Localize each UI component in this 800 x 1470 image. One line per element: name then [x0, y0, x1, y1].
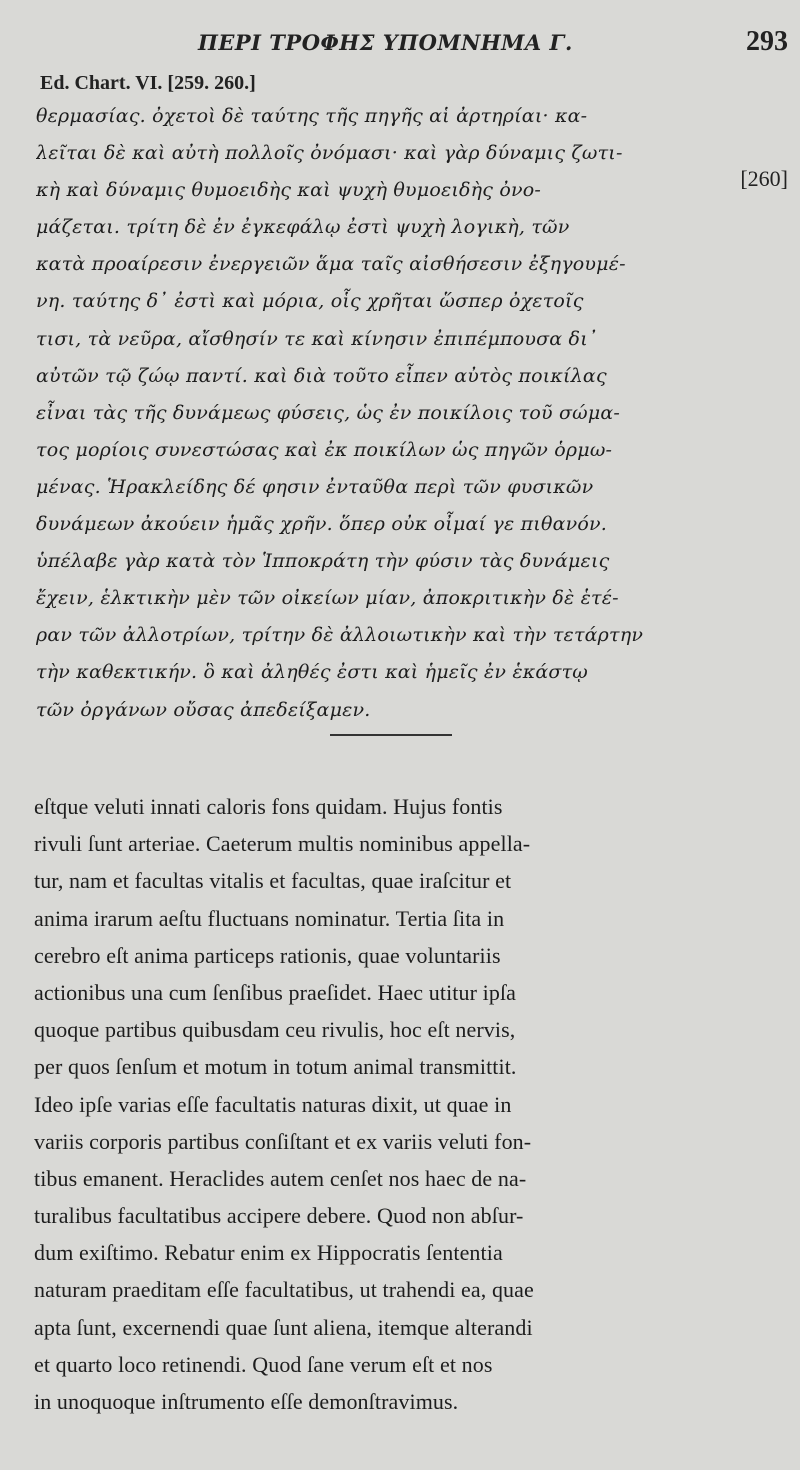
latin-line: cerebro eſt anima particeps rationis, quae voluntariis	[34, 942, 501, 968]
section-divider-rule	[330, 734, 452, 736]
latin-line: tibus emanent. Heraclides autem cenſet nos haec de na-	[34, 1165, 527, 1191]
greek-line: τῶν ὀργάνων οὔσας ἀπεδείξαμεν.	[36, 698, 371, 721]
latin-line: eſtque veluti innati caloris fons quidam. Hujus fontis	[34, 794, 503, 819]
page-number: 293	[746, 26, 788, 57]
greek-line: τισι, τὰ νεῦρα, αἴσθησίν τε καὶ κίνησιν ἐπιπέμπουσα δι᾽	[36, 327, 598, 350]
latin-line: apta ſunt, excernendi quae ſunt aliena, itemque alterandi	[34, 1314, 533, 1340]
page-header	[0, 24, 800, 68]
greek-line: τος μορίοις συνεστώσας καὶ ἐκ ποικίλων ὡς πηγῶν ὁρμω-	[36, 438, 613, 461]
greek-line: τὴν καθεκτικήν. ὃ καὶ ἀληθές ἐστι καὶ ἡμεῖς ἐν ἑκάστῳ	[36, 661, 588, 684]
latin-line: anima irarum aeſtu fluctuans nominatur. Tertia ſita in	[34, 905, 505, 931]
latin-line: actionibus una cum ſenſibus praeſidet. Haec utitur ipſa	[34, 979, 517, 1005]
greek-line: κὴ καὶ δύναμις θυμοειδὴς καὶ ψυχὴ θυμοειδὴς ὀνο-	[36, 179, 541, 202]
greek-line: κατὰ προαίρεσιν ἐνεργειῶν ἅμα ταῖς αἰσθήσεσιν ἐξηγουμέ-	[36, 253, 626, 276]
margin-page-reference: [260]	[740, 166, 788, 191]
latin-line: per quos ſenſum et motum in totum animal transmittit.	[34, 1054, 517, 1080]
greek-line: λεῖται δὲ καὶ αὐτὴ πολλοῖς ὀνόμασι· καὶ γὰρ δύναμις ζωτι-	[36, 142, 623, 165]
latin-line: in unoquoque inſtrumento eſſe demonſtravimus.	[34, 1389, 459, 1414]
latin-line: naturam praeditam eſſe facultatibus, ut trahendi ea, quae	[34, 1277, 534, 1303]
latin-line: quoque partibus quibusdam ceu rivulis, hoc eſt nervis,	[34, 1017, 516, 1043]
greek-line: ὑπέλαβε γὰρ κατὰ τὸν Ἱπποκράτη τὴν φύσιν τὰς δυνάμεις	[36, 550, 610, 573]
greek-line: ἔχειν, ἑλκτικὴν μὲν τῶν οἰκείων μίαν, ἀποκριτικὴν δὲ ἑτέ-	[36, 587, 619, 610]
greek-line: ραν τῶν ἀλλοτρίων, τρίτην δὲ ἀλλοιωτικὴν καὶ τὴν τετάρτην	[36, 624, 644, 647]
latin-line: rivuli ſunt arteriae. Caeterum multis nominibus appella-	[34, 831, 531, 857]
latin-line: Ideo ipſe varias eſſe facultatis naturas dixit, ut quae in	[34, 1091, 512, 1117]
greek-line: μάζεται. τρίτη δὲ ἐν ἐγκεφάλῳ ἐστὶ ψυχὴ λογικὴ, τῶν	[36, 216, 570, 239]
greek-line: αὐτῶν τῷ ζώῳ παντί. καὶ διὰ τοῦτο εἶπεν αὐτὸς ποικίλας	[36, 364, 607, 387]
latin-text-block	[34, 788, 780, 1420]
greek-line: δυνάμεων ἀκούειν ἡμᾶς χρῆν. ὅπερ οὐκ οἶμαί γε πιθανόν.	[36, 513, 608, 536]
greek-line: νη. ταύτης δ᾽ ἐστὶ καὶ μόρια, οἷς χρῆται ὥσπερ ὀχετοῖς	[36, 290, 584, 313]
greek-line: μένας. Ἡρακλείδης δέ φησιν ἐνταῦθα περὶ τῶν φυσικῶν	[36, 475, 594, 498]
latin-line: variis corporis partibus conſiſtant et ex variis veluti fon-	[34, 1128, 532, 1154]
greek-text-block	[36, 98, 796, 729]
running-title: ΠΕΡΙ ΤΡΟΦΗΣ ΥΠΟΜΝΗΜΑ Γ.	[198, 30, 573, 55]
greek-line: θερμασίας. ὀχετοὶ δὲ ταύτης τῆς πηγῆς αἱ ἀρτηρίαι· κα-	[36, 105, 588, 127]
latin-line: et quarto loco retinendi. Quod ſane verum eſt et nos	[34, 1351, 493, 1377]
latin-line: tur, nam et facultas vitalis et facultas, quae iraſcitur et	[34, 868, 512, 894]
greek-line: εἶναι τὰς τῆς δυνάμεως φύσεις, ὡς ἐν ποικίλοις τοῦ σώμα-	[36, 401, 621, 424]
latin-line: dum exiſtimo. Rebatur enim ex Hippocratis ſententia	[34, 1240, 503, 1266]
latin-line: turalibus facultatibus accipere debere. Quod non abſur-	[34, 1203, 524, 1229]
edition-reference: Ed. Chart. VI. [259. 260.]	[40, 72, 256, 94]
